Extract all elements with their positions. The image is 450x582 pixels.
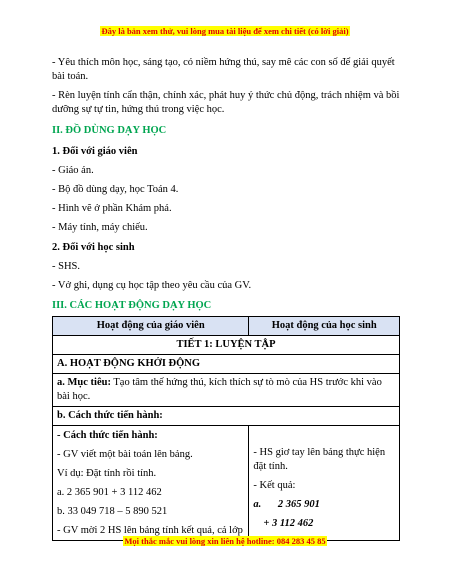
student-item: - Vở ghi, dụng cụ học tập theo yêu cầu của GV. xyxy=(52,280,252,291)
teacher-method-heading: - Cách thức tiến hành: xyxy=(57,430,158,441)
section-3-title: III. CÁC HOẠT ĐỘNG DẠY HỌC xyxy=(52,300,212,311)
teacher-activity-line: - GV mời 2 HS lên bảng tính kết quả, cả lớp xyxy=(57,525,243,536)
goal-text: Tạo tâm thế hứng thú, kích thích sự tò mò của HS trước khi vào bài học. xyxy=(57,377,382,402)
banner-bottom xyxy=(0,536,450,546)
teacher-heading: 1. Đối với giáo viên xyxy=(52,146,138,157)
intro-paragraph-1: - Yêu thích môn học, sáng tạo, có niềm hứng thú, say mê các con số để giải quyết bài toán. xyxy=(52,57,395,82)
banner-top-text: Đây là bản xem thử, vui lòng mua tài liệu để xem chi tiết (có lời giải) xyxy=(101,26,349,36)
banner-top xyxy=(0,26,450,36)
teacher-item: - Giáo án. xyxy=(52,165,94,176)
method-label: b. Cách thức tiến hành: xyxy=(53,407,400,426)
student-activity-line: - Kết quả: xyxy=(253,480,296,491)
teacher-activity-line: - GV viết một bài toán lên bảng. xyxy=(57,449,193,460)
goal-label: a. Mục tiêu: xyxy=(57,377,111,388)
column-header-student: Hoạt động của học sinh xyxy=(249,317,400,336)
column-header-teacher: Hoạt động của giáo viên xyxy=(53,317,249,336)
calc-line-2: + 3 112 462 xyxy=(263,518,314,529)
teacher-item: - Máy tính, máy chiếu. xyxy=(52,222,148,233)
document-body xyxy=(52,56,400,541)
lesson-title: TIẾT 1: LUYỆN TẬP xyxy=(53,336,400,355)
teacher-activity-line: a. 2 365 901 + 3 112 462 xyxy=(57,487,162,498)
intro-paragraph-2: - Rèn luyện tính cẩn thận, chính xác, phát huy ý thức chủ động, trách nhiệm và bồi dưỡng sự tự tin, hứng thú trong việc học. xyxy=(52,90,400,115)
calc-line-1 xyxy=(253,498,395,512)
student-item: - SHS. xyxy=(52,261,81,272)
student-activity-cell xyxy=(249,426,400,541)
teacher-activity-cell xyxy=(53,426,249,541)
calc-label: a. xyxy=(253,499,262,510)
activity-a-title: A. HOẠT ĐỘNG KHỞI ĐỘNG xyxy=(53,355,400,374)
teacher-activity-line: b. 33 049 718 – 5 890 521 xyxy=(57,506,168,517)
goal-row xyxy=(53,374,400,407)
activities-table xyxy=(52,316,400,541)
student-activity-line: - HS giơ tay lên bảng thực hiện đặt tính. xyxy=(253,447,386,472)
section-2-title: II. ĐỒ DÙNG DẠY HỌC xyxy=(52,125,167,136)
student-heading: 2. Đối với học sinh xyxy=(52,242,135,253)
teacher-item: - Hình vẽ ở phần Khám phá. xyxy=(52,203,172,214)
banner-bottom-text: Mọi thắc mắc vui lòng xin liên hệ hotline: 084 283 45 85 xyxy=(124,536,326,546)
teacher-item: - Bộ đồ dùng dạy, học Toán 4. xyxy=(52,184,179,195)
teacher-activity-line: Ví dụ: Đặt tính rồi tính. xyxy=(57,468,157,479)
calc-value-1: 2 365 901 xyxy=(277,499,320,510)
